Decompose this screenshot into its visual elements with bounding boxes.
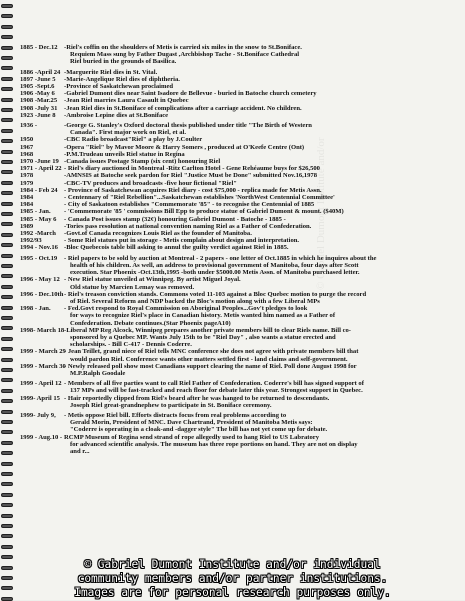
entry-text: - Canada Post issues stamp (32¢) honouring Gabriel Dumont - Batoche - 1885 -: [64, 215, 286, 223]
entry-text: - Some Riel statues put in storage - Metis complain about design and interpretation.: [64, 237, 300, 245]
entry-date: 1995 - Oct.19: [20, 254, 58, 262]
entry-date: 1984: [20, 201, 34, 209]
entry-text: - Jean Teillet, grand niece of Riel tells MNC conference she does not agree with private members bill that: [64, 348, 359, 356]
binding-coil: [1, 77, 13, 81]
timeline-entry: [20, 83, 460, 90]
entry-date: 1886 -April 24: [20, 68, 61, 76]
binding-coil: [1, 389, 13, 393]
binding-coil: [1, 202, 13, 206]
entry-date: 1897 -June 5: [20, 75, 56, 83]
entry-text: - Province of Saskatchewan acquires Riel diary - cost $75,000 - replica made for Metis Assn.: [64, 186, 322, 194]
entry-date: 1998 - Jan.: [20, 305, 51, 313]
entry-date: 1923 -June 8: [20, 111, 56, 119]
timeline-entry: [20, 395, 460, 409]
timeline-list: [20, 44, 460, 455]
binding-coil: [1, 524, 13, 528]
entry-date: 1992 -March: [20, 230, 56, 238]
binding-coil: [1, 306, 13, 310]
timeline-entry: [20, 255, 460, 277]
entry-text: -CBC-TV produces and broadcasts -five hour fictional "Riel": [64, 179, 237, 187]
entry-date: 1936 -: [20, 122, 38, 130]
entry-date: 1970 -June 19: [20, 158, 59, 166]
entry-continuation: scholarships. - Bill C-417 - Dennis Coderre.: [70, 341, 192, 349]
timeline-entry: [20, 327, 460, 349]
binding-coil: [1, 233, 13, 237]
binding-coil: [1, 358, 13, 362]
timeline-entry: [20, 136, 460, 143]
timeline-entry: [20, 412, 460, 434]
binding-coil: [1, 534, 13, 538]
binding-coil: [1, 118, 13, 122]
timeline-entry: [20, 112, 460, 119]
entry-date: 1989: [20, 222, 34, 230]
entry-continuation: would pardon Riel. Conference wants other matters settled first - land claims and self-government.: [70, 355, 348, 363]
entry-date: 1984 - Feb 24: [20, 186, 58, 194]
binding-coil: [1, 243, 13, 247]
binding-coil: [1, 472, 13, 476]
binding-coil: [1, 462, 13, 466]
entry-text: - Centennary of "Riel Rebellion"...Saskatchewan establishes 'NorthWest Centennial Committee': [64, 194, 335, 202]
entry-text: - New Riel statue unveiled at Winnipeg. By artist Miguel Joyal.: [64, 276, 241, 284]
entry-text: - Fed.Govt respond to Royal Commission on Aboriginal Peoples...Gov't pledges to look: [64, 305, 308, 313]
entry-continuation: M.P.Ralph Goodale: [70, 369, 126, 377]
binding-coil: [1, 191, 13, 195]
entry-continuation: health of his children. As well, an address to provisional government of Manitoba, four days after Scott: [70, 261, 359, 269]
entry-continuation: Requiem Mass sung by Father Dugast ,Archbishop Tache - St.Boniface Cathedral: [70, 51, 300, 59]
entry-date: 1984: [20, 194, 34, 202]
binding-coil: [1, 212, 13, 216]
entry-text: -Bloc Quebecois table bill asking to annul the guilty verdict against Riel in 1885.: [64, 244, 289, 252]
binding-coil: [1, 222, 13, 226]
binding-coil: [1, 493, 13, 497]
entry-continuation: Old statue by Marcien Lemay was removed.: [70, 283, 195, 291]
timeline-entry: [20, 76, 460, 83]
binding-coil: [1, 150, 13, 154]
entry-date: 1994 - Nov.16: [20, 244, 58, 252]
entry-continuation: Joseph Riel great-grandnephew to participate in St. Boniface ceremony.: [70, 401, 272, 409]
entry-text: -Jean Riel dies in St.Boniface of complications after a carriage accident. No children.: [64, 104, 302, 112]
timeline-entry: [20, 158, 460, 165]
entry-date: 1978: [20, 172, 34, 180]
timeline-entry: [20, 194, 460, 201]
entry-continuation: for ways to recognize Riel's place in Canadian history. Metis wanted him named as a Father of: [70, 312, 336, 320]
entry-continuation: Gerald Morin, President of MNC. Dave Chartrand, President of Manitoba Metis says:: [70, 419, 313, 427]
binding-coil: [1, 420, 13, 424]
entry-text: -Riel's coffin on the shoulders of Metis is carried six miles in the snow to St.Boniface.: [64, 44, 302, 51]
timeline-entry: [20, 244, 460, 251]
watermark: © Gabriel Dumont Institute and/or: [315, 137, 327, 290]
entry-continuation: Confederation. Debate continues.(Star Phoenix pageA10): [70, 319, 231, 327]
binding-coil: [1, 451, 13, 455]
binding-coil: [1, 56, 13, 60]
binding-coil: [1, 399, 13, 403]
timeline-entry: [20, 172, 460, 179]
entry-text: - Riel's diary auctioned in Montreal -Ritz Carlton Hotel - Gene Rehéaume buys for $26,500: [64, 165, 320, 173]
entry-text: -Opera "Riel" by Mavor Moore & Harry Somers , produced at O'Keefe Centre (Ont): [64, 143, 305, 151]
entry-text: - 'Commemorate '85 ' commissions Bill Epp to produce statue of Gabriel Dumont & mount. ($40M): [64, 208, 344, 216]
entry-text: -Ambroise Lepine dies at St.Boniface: [64, 111, 169, 119]
timeline-entry: [20, 434, 460, 456]
timeline-entry: [20, 97, 460, 104]
entry-continuation: Riel buried in the grounds of Basilica.: [70, 58, 177, 66]
binding-coil: [1, 170, 13, 174]
entry-date: 1971 - April 22: [20, 165, 62, 173]
timeline-entry: [20, 291, 460, 305]
timeline-entry: [20, 237, 460, 244]
timeline-entry: [20, 90, 460, 97]
binding-coil: [1, 264, 13, 268]
entry-date: 1999 - March 30: [20, 362, 66, 370]
entry-text: -CBC Radio broadcast"Riel" a play by J.Coulter: [64, 136, 203, 144]
timeline-entry: [20, 305, 460, 327]
entry-date: 1967: [20, 143, 34, 151]
entry-date: 1992/93: [20, 237, 42, 245]
copyright-line-3: Images are for personal research purposes only.: [74, 586, 391, 599]
binding-coil: [1, 181, 13, 185]
binding-coil: [1, 295, 13, 299]
entry-date: 1985 - Jan.: [20, 208, 51, 216]
copyright-notice: [0, 558, 465, 600]
entry-date: 1985 - May 6: [20, 215, 57, 223]
binding-coil: [1, 87, 13, 91]
entry-text: -Govt.of Canada recognizes Louis Riel as the founder of Manitoba.: [64, 230, 252, 238]
entry-text: -Jean Riel marries Laura Casault in Quebec: [64, 97, 189, 105]
timeline-entry: [20, 122, 460, 136]
entry-date: 1999 - April 12: [20, 380, 62, 388]
entry-continuation: "Coderre is operating in a cloak-and -dagger style" The bill has not yet come up for debate.: [70, 426, 328, 434]
entry-text: -AMNSIS at Batoche seek pardon for Riel "Justice Must be Done" submitted Nov.16,1978: [64, 172, 317, 180]
entry-continuation: sponsored by a Quebec MP. Wants July 15th to be "Riel Day" , also wants a statue erected and: [70, 333, 336, 341]
binding-coil: [1, 98, 13, 102]
entry-date: 1908 -Mar.25: [20, 97, 58, 105]
binding-coil: [1, 285, 13, 289]
timeline-entry: [20, 276, 460, 290]
entry-date: 1999 - Aug.10 -: [20, 433, 63, 441]
binding-coil: [1, 274, 13, 278]
entry-text: -George G. Stanley's Oxford doctoral thesis published under title "The Birth of Western: [64, 122, 312, 130]
entry-text: - Riel papers to be sold by auction at Montreal - 2 papers - one letter of Oct.1885 in which he inquires about the: [64, 254, 377, 262]
entry-text: -Gabriel Dumont dies near Saint Isadore de Bellevue - buried in Batoche church cemetery: [64, 90, 317, 98]
binding-coil: [1, 430, 13, 434]
entry-continuation: 137 MPs and will be fast-tracked and reach floor for debate later this year. Strongest support in Quebec.: [70, 387, 363, 395]
spiral-binding: [0, 0, 16, 600]
entry-continuation: and r...: [70, 447, 90, 455]
timeline-entry: [20, 180, 460, 187]
binding-coil: [1, 316, 13, 320]
entry-date: 1885 - Dec.12: [20, 44, 58, 51]
binding-coil: [1, 129, 13, 133]
binding-coil: [1, 108, 13, 112]
binding-coil: [1, 545, 13, 549]
timeline-entry: [20, 348, 460, 362]
entry-date: 1996 - Dec.10th: [20, 290, 64, 298]
binding-coil: [1, 14, 13, 18]
timeline-entry: [20, 44, 460, 66]
binding-coil: [1, 378, 13, 382]
entry-text: -Province of Saskatchewan proclaimed: [64, 83, 174, 91]
entry-text: -Canada issues Postage Stamp (six cent) honouring Riel: [64, 158, 221, 166]
entry-continuation: execution. Star Phoenix -Oct.13th,1995 -both under $5000.00 Metis Assn. of Manitoba purchased letter.: [70, 269, 360, 277]
timeline-entry: [20, 165, 460, 172]
entry-text: - Riel's treason conviction stands. Commons voted 11-103 against a Bloc Quebec motion to purge the record: [64, 290, 367, 298]
entry-date: 1908 -July 31: [20, 104, 58, 112]
entry-text: -P.M.Trudeau unveils Riel statue in Regina: [64, 150, 185, 158]
entry-text: -Marie-Angelique Riel dies of diphtheria.: [64, 75, 180, 83]
binding-coil: [1, 160, 13, 164]
binding-coil: [1, 25, 13, 29]
entry-date: 1979: [20, 179, 34, 187]
binding-coil: [1, 254, 13, 258]
entry-date: 1999- April 15: [20, 394, 60, 402]
timeline-entry: [20, 151, 460, 158]
copyright-line-2: community members and/or partner institutions.: [77, 572, 388, 585]
binding-coil: [1, 46, 13, 50]
entry-text: - City of Saskatoon establishes "Commemorate '85" - to recognise the Centennial of 1885: [64, 201, 315, 209]
binding-coil: [1, 441, 13, 445]
entry-text: - Hair reportedly clipped from Riel's beard after he was hanged to be returned to descendants.: [64, 394, 330, 402]
binding-coil: [1, 139, 13, 143]
entry-text: -Liberal MP Reg Alcock, Winnipeg prepares another private members bill to clear Riels name. Bill co-: [64, 326, 351, 334]
binding-coil: [1, 514, 13, 518]
binding-coil: [1, 66, 13, 70]
binding-coil: [1, 368, 13, 372]
binding-coil: [1, 337, 13, 341]
timeline-entry: [20, 69, 460, 76]
entry-date: 1996 - May 12: [20, 276, 60, 284]
entry-text: RCMP Museum of Regina send strand of rope allegedly used to hang Riel to US Labratory: [64, 433, 320, 441]
entry-continuation: Canada". First major work on Riel, et al.: [70, 129, 186, 137]
binding-coil: [1, 326, 13, 330]
timeline-entry: [20, 380, 460, 394]
entry-date: 1906 -May 6: [20, 90, 55, 98]
entry-text: -Tories pass resolution at national convention naming Riel as a Father of Confederation.: [64, 222, 312, 230]
entry-continuation: of Riel. Several Reform and NDP backed the Bloc's motion along with a few Liberal MPs: [70, 297, 320, 305]
timeline-entry: [20, 230, 460, 237]
binding-coil: [1, 35, 13, 39]
entry-text: - Metis oppose Riel bill. Efforts distracts focus from real problems according to: [64, 411, 287, 419]
timeline-entry: [20, 105, 460, 112]
entry-date: 1998- March 18: [20, 326, 65, 334]
entry-continuation: for advanced scientific analysis. The museum has three rope portions on hand. They are not on display: [70, 440, 358, 448]
entry-text: - Newly released poll show most Canadians support clearing the name of Riel. Poll done August 1998 for: [64, 362, 357, 370]
entry-text: - Members of all five parties want to call Riel Father of Confederation. Coderre's bill has signed support of: [64, 380, 364, 388]
entry-text: -Marguerite Riel dies in St. Vital.: [64, 68, 158, 76]
binding-coil: [1, 410, 13, 414]
timeline-entry: [20, 187, 460, 194]
timeline-entry: [20, 208, 460, 215]
entry-date: 1999- July 9,: [20, 411, 56, 419]
binding-coil: [1, 482, 13, 486]
entry-date: 1999 - March 29: [20, 348, 66, 356]
timeline-entry: [20, 363, 460, 377]
entry-date: 1950: [20, 136, 34, 144]
entry-date: 1905 -Sept.6: [20, 83, 55, 91]
entry-date: 1968: [20, 150, 34, 158]
binding-coil: [1, 503, 13, 507]
binding-coil: [1, 4, 13, 8]
binding-coil: [1, 347, 13, 351]
timeline-entry: [20, 201, 460, 208]
timeline-entry: [20, 223, 460, 230]
copyright-line-1: © Gabriel Dumont Institute and/or individual: [84, 558, 381, 571]
timeline-entry: [20, 216, 460, 223]
timeline-entry: [20, 144, 460, 151]
